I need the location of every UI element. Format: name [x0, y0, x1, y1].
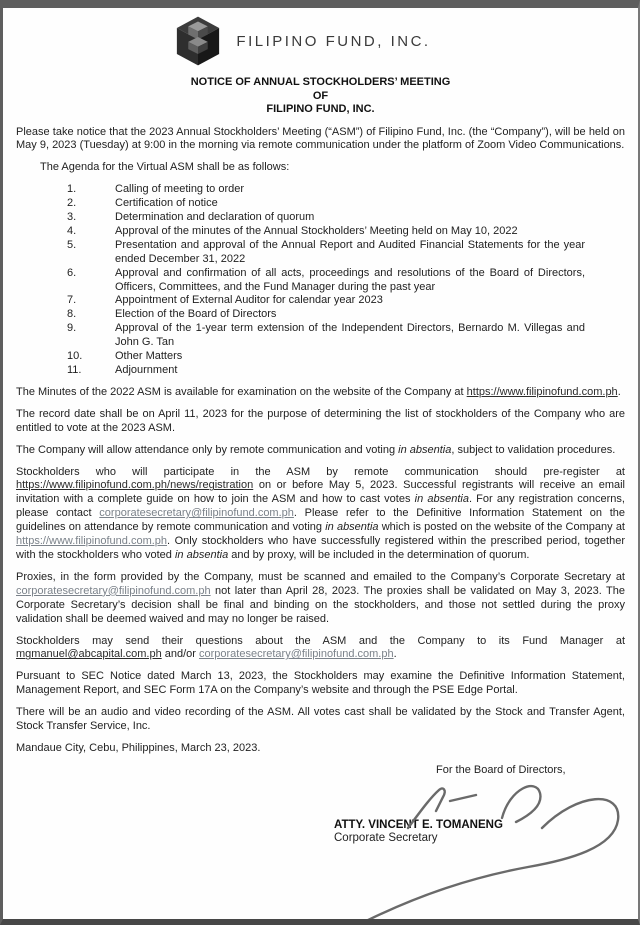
agenda-item-text: Appointment of External Auditor for calendar year 2023 [115, 294, 383, 307]
signature-for-line: For the Board of Directors, [436, 763, 566, 776]
cube-logo-icon [170, 15, 226, 67]
text-segment: There will be an audio and video recording of the ASM. All votes cast shall be validated by the Stock and Transfer Agent, Stock Transfer Service, Inc. [16, 706, 625, 733]
agenda-item-text: Approval of the 1-year term extension of the Independent Directors, Bernardo M. Villegas and John G. Tan [115, 322, 585, 349]
paragraph-proxies [16, 571, 625, 627]
agenda-item [16, 211, 625, 225]
agenda-item-text: Presentation and approval of the Annual Report and Audited Financial Statements for the year ended December 31, 2022 [115, 238, 585, 265]
text-segment: The Company will allow attendance only by remote communication and voting [16, 443, 399, 456]
text-segment: Pursuant to SEC Notice dated March 13, 2023, the Stockholders may examine the Definitive Information Statement, Management Report, and SEC Form 17A on the Company’s website and through the PSE Edge Portal. [16, 670, 625, 697]
text-segment: . Only stockholders who have successfully registered within the prescribed period, together with the stockholders who voted [16, 535, 625, 561]
agenda-item [16, 308, 625, 322]
agenda-item-number: 7. [67, 294, 77, 307]
agenda-item-text: Calling of meeting to order [115, 183, 245, 196]
agenda-list [16, 183, 625, 378]
agenda-item-number: 6. [67, 266, 77, 279]
text-segment: . Please refer to the Definitive Information Statement on the guidelines on attendance by remote communication and voting [16, 507, 625, 534]
agenda-item-number: 2. [67, 197, 77, 210]
text-segment: not later than April 28, 2023. The proxies shall be validated on May 3, 2023. The Corporate Secretary’s decision shall be final and binding on the stockholders, and those not settled during the proxy validation shall be deemed waived and may no longer be raised. [16, 584, 625, 625]
notice-title-line-2: OF [312, 89, 329, 102]
agenda-item-number: 5. [67, 238, 77, 251]
agenda-item-number: 11. [67, 364, 82, 376]
agenda-item [16, 197, 625, 211]
text-segment: in absentia [414, 493, 469, 506]
paragraph-minutes [16, 386, 625, 400]
notice-title-line-3: FILIPINO FUND, INC. [266, 103, 375, 115]
paragraph-record-date [16, 408, 625, 436]
text-segment: which is posted on the website of the Company at [378, 521, 625, 534]
notice-title-line-1: NOTICE OF ANNUAL STOCKHOLDERS’ MEETING [190, 76, 451, 88]
paragraph-attendance [16, 444, 625, 458]
logo-wordmark: FILIPINO FUND, INC. [236, 32, 431, 50]
text-segment: , subject to validation procedures. [451, 443, 616, 456]
hyperlink[interactable]: https://www.filipinofund.com.ph/news/registration [16, 479, 254, 492]
agenda-heading: The Agenda for the Virtual ASM shall be as follows: [40, 161, 290, 174]
hyperlink[interactable]: mgmanuel@abcapital.com.ph [16, 648, 162, 661]
text-segment: . [393, 648, 397, 661]
text-segment: in absentia [325, 521, 379, 534]
text-segment: Stockholders may send their questions about the ASM and the Company to its Fund Manager at [16, 634, 625, 647]
agenda-item-number: 8. [67, 308, 77, 321]
agenda-item-number: 9. [67, 322, 77, 335]
paragraph-intro [16, 126, 625, 154]
text-segment: Mandaue City, Cebu, Philippines, March 23, 2023. [16, 741, 261, 754]
agenda-item [16, 350, 625, 364]
hyperlink[interactable]: corporatesecretary@filipinofund.com.ph [99, 507, 294, 520]
hyperlink[interactable]: https://www.filipinofund.com.ph [466, 385, 618, 398]
paragraph-dateline [16, 742, 625, 756]
text-segment: in absentia [398, 443, 452, 456]
agenda-item-text: Determination and declaration of quorum [115, 211, 315, 224]
paragraph-pursuant [16, 670, 625, 698]
agenda-item-text: Certification of notice [115, 197, 218, 210]
agenda-item-number: 10. [67, 350, 83, 363]
signatory-name: ATTY. VINCENT E. TOMANENG [334, 818, 503, 831]
text-segment: The record date shall be on April 11, 2023 for the purpose of determining the list of stockholders of the Company who are entitled to vote at the 2023 ASM. [16, 407, 625, 434]
paragraph-recording [16, 706, 625, 734]
agenda-item [16, 364, 625, 378]
agenda-item-text: Other Matters [115, 350, 183, 363]
agenda-item [16, 322, 625, 350]
signature-block [16, 764, 625, 894]
hyperlink[interactable]: https://www.filipinofund.com.ph [16, 535, 168, 548]
text-segment: on or before May 5, 2023. Successful registrants will receive an email invitation with a complete guide on how to join the ASM and how to cast votes [16, 479, 625, 506]
text-segment: The Minutes of the 2022 ASM is available for examination on the website of the Company at [16, 385, 467, 398]
text-segment: Please take notice that the 2023 Annual Stockholders’ Meeting (“ASM”) of Filipino Fund, Inc. (the “Company”), will be held on May 9, 2023 (Tuesday) at 9:00 in the morning via remote communication under the platform of Zoom Video Communications. [16, 125, 625, 152]
agenda-item [16, 225, 625, 239]
agenda-item-number: 1. [67, 183, 77, 196]
agenda-item-number: 4. [67, 224, 77, 237]
agenda-item-text: Adjournment [115, 364, 178, 376]
agenda-item-text: Approval and confirmation of all acts, proceedings and resolutions of the Board of Directors, Officers, Committees, and the Fund Manager during the past year [115, 266, 585, 293]
text-segment: Proxies, in the form provided by the Company, must be scanned and emailed to the Company’s Corporate Secretary at [16, 570, 625, 583]
text-segment: and by proxy, will be included in the determination of quorum. [228, 548, 530, 561]
agenda-item-text: Approval of the minutes of the Annual Stockholders’ Meeting held on May 10, 2022 [115, 224, 518, 237]
text-segment: . For any registration concerns, please contact [16, 493, 625, 520]
hyperlink[interactable]: corporatesecretary@filipinofund.com.ph [199, 648, 394, 661]
text-segment: and/or [161, 648, 199, 661]
hyperlink[interactable]: corporatesecretary@filipinofund.com.ph [16, 584, 211, 597]
agenda-item [16, 239, 625, 267]
text-segment: . [617, 385, 621, 398]
text-segment: Stockholders who will participate in the ASM by remote communication should pre-register at [16, 465, 625, 478]
text-segment: in absentia [174, 548, 229, 561]
agenda-item [16, 294, 625, 308]
paragraph-preregistration [16, 466, 625, 563]
paragraph-questions [16, 635, 625, 663]
notice-title [16, 76, 625, 117]
company-logo [16, 15, 585, 67]
agenda-item [16, 183, 625, 197]
agenda-item-text: Election of the Board of Directors [115, 308, 277, 321]
agenda-item [16, 267, 625, 295]
handwritten-signature-icon [346, 763, 640, 925]
signatory-title: Corporate Secretary [334, 831, 438, 844]
agenda-item-number: 3. [67, 211, 77, 224]
